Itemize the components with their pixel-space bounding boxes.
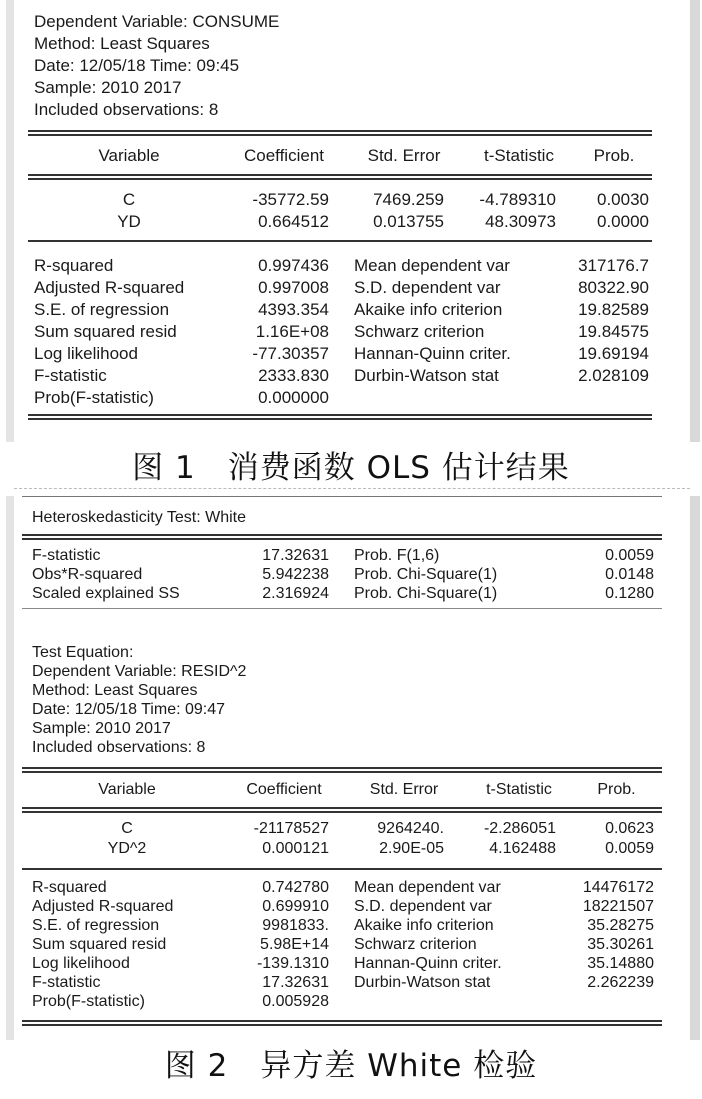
stat-value: 17.32631: [262, 974, 329, 991]
table-cell: 0.0030: [597, 190, 649, 209]
column-header-t-statistic: t-Statistic: [484, 146, 554, 165]
header-line: Included observations: 8: [34, 100, 219, 119]
panel-edge: [690, 496, 700, 1040]
column-header-prob: Prob.: [597, 781, 636, 798]
panel-edge: [6, 0, 14, 442]
test-label: Scaled explained SS: [32, 585, 180, 602]
table-cell: C: [121, 820, 133, 837]
stat-value: 80322.90: [578, 278, 649, 297]
column-header-std-error: Std. Error: [367, 146, 441, 165]
table-cell: 0.0059: [605, 840, 654, 857]
stat-value: 0.005928: [262, 993, 329, 1010]
stat-label: S.E. of regression: [32, 917, 160, 934]
regression-output-panel-1: [14, 0, 690, 442]
stat-label: S.D. dependent var: [354, 898, 492, 915]
stat-value: 4393.354: [258, 300, 329, 319]
header-line: Date: 12/05/18 Time: 09:47: [32, 701, 226, 718]
table-cell: -21178527: [253, 820, 329, 837]
stat-label: S.E. of regression: [34, 300, 170, 319]
table-rule: [22, 538, 662, 540]
stat-label: Prob(F-statistic): [32, 993, 145, 1010]
stat-label: Schwarz criterion: [354, 936, 477, 953]
table-rule: [22, 1020, 662, 1022]
table-cell: C: [122, 190, 136, 209]
stat-value: 35.30261: [587, 936, 654, 953]
column-header-coefficient: Coefficient: [246, 781, 322, 798]
stat-value: -139.1310: [256, 955, 329, 972]
column-header-t-statistic: t-Statistic: [486, 781, 552, 798]
table-cell: 0.0000: [597, 212, 649, 231]
table-cell: 0.664512: [258, 212, 329, 231]
table-cell: 0.013755: [373, 212, 444, 231]
stat-label: Mean dependent var: [354, 879, 501, 896]
test-value: 0.0148: [605, 566, 654, 583]
table-rule: [28, 418, 652, 420]
table-rule: [22, 608, 662, 609]
table-rule: [28, 178, 652, 180]
stat-value: 0.000000: [258, 388, 329, 407]
table-cell: YD^2: [107, 840, 147, 857]
stat-label: Mean dependent var: [354, 256, 510, 275]
panel-edge: [690, 0, 700, 442]
stat-value: 9981833.: [262, 917, 329, 934]
figure-caption-2: 图 2 异方差 White 检验: [164, 1048, 538, 1084]
regression-output-panel-2: [14, 496, 690, 1040]
column-header-std-error: Std. Error: [369, 781, 439, 798]
stat-label: Log likelihood: [34, 344, 138, 363]
stat-label: Durbin-Watson stat: [354, 974, 491, 991]
header-line: Dependent Variable: RESID^2: [32, 663, 247, 680]
test-label: Prob. F(1,6): [354, 547, 440, 564]
stat-label: S.D. dependent var: [354, 278, 501, 297]
header-line: Dependent Variable: CONSUME: [34, 12, 280, 31]
column-header-variable: Variable: [98, 781, 156, 798]
table-cell: -35772.59: [252, 190, 329, 209]
table-rule: [28, 174, 652, 176]
table-cell: 7469.259: [373, 190, 444, 209]
stat-label: Sum squared resid: [34, 322, 177, 341]
table-cell: 0.000121: [262, 840, 329, 857]
stat-value: 317176.7: [578, 256, 649, 275]
table-rule: [28, 414, 652, 416]
table-rule: [22, 771, 662, 773]
column-header-coefficient: Coefficient: [243, 146, 324, 165]
table-cell: 4.162488: [489, 840, 556, 857]
stat-label: Log likelihood: [32, 955, 130, 972]
table-rule: [28, 130, 652, 132]
stat-label: Akaike info criterion: [354, 300, 503, 319]
header-line: Method: Least Squares: [34, 34, 210, 53]
stat-value: 2.028109: [578, 366, 649, 385]
test-title: Heteroskedasticity Test: White: [32, 509, 247, 526]
column-header-prob: Prob.: [593, 146, 635, 165]
stat-label: Durbin-Watson stat: [354, 366, 499, 385]
table-rule: [22, 534, 662, 536]
stat-value: 19.82589: [578, 300, 649, 319]
table-cell: YD: [117, 212, 141, 231]
header-line: Date: 12/05/18 Time: 09:45: [34, 56, 240, 75]
table-rule: [28, 134, 652, 136]
stat-label: Schwarz criterion: [354, 322, 485, 341]
stat-label: R-squared: [32, 879, 107, 896]
test-value: 0.1280: [605, 585, 654, 602]
panel-edge: [6, 496, 14, 1040]
stat-label: Sum squared resid: [32, 936, 167, 953]
table-cell: 0.0623: [605, 820, 654, 837]
stat-label: Hannan-Quinn criter.: [354, 955, 502, 972]
table-rule: [22, 868, 662, 870]
test-label: Prob. Chi-Square(1): [354, 585, 498, 602]
column-header-variable: Variable: [98, 146, 160, 165]
header-line: Sample: 2010 2017: [32, 720, 171, 737]
stat-value: 2.262239: [587, 974, 654, 991]
stat-value: 18221507: [582, 898, 654, 915]
table-cell: 2.90E-05: [379, 840, 444, 857]
stat-label: F-statistic: [34, 366, 107, 385]
stat-value: 0.699910: [262, 898, 329, 915]
stat-label: Adjusted R-squared: [34, 278, 185, 297]
stat-label: Prob(F-statistic): [34, 388, 154, 407]
stat-value: 5.98E+14: [260, 936, 329, 953]
stat-value: 35.14880: [587, 955, 654, 972]
test-value: 2.316924: [262, 585, 329, 602]
test-label: F-statistic: [32, 547, 101, 564]
stat-label: Adjusted R-squared: [32, 898, 174, 915]
test-value: 5.942238: [262, 566, 329, 583]
stat-label: F-statistic: [32, 974, 101, 991]
stat-value: -77.30357: [252, 344, 329, 363]
stat-value: 2333.830: [258, 366, 329, 385]
header-line: Sample: 2010 2017: [34, 78, 182, 97]
table-rule: [22, 807, 662, 809]
figure-caption-1: 图 1 消费函数 OLS 估计结果: [132, 450, 570, 486]
test-value: 0.0059: [605, 547, 654, 564]
stat-value: 19.84575: [578, 322, 649, 341]
table-cell: 9264240.: [377, 820, 444, 837]
table-rule: [28, 240, 652, 242]
stat-label: Akaike info criterion: [354, 917, 494, 934]
stat-value: 0.997008: [258, 278, 329, 297]
test-label: Obs*R-squared: [32, 566, 143, 583]
table-rule: [22, 767, 662, 769]
stat-label: R-squared: [34, 256, 114, 275]
header-line: Test Equation:: [32, 644, 134, 661]
table-cell: -2.286051: [483, 820, 556, 837]
table-rule: [22, 496, 662, 497]
stat-value: 35.28275: [587, 917, 654, 934]
stat-value: 0.997436: [258, 256, 329, 275]
stat-value: 14476172: [582, 879, 654, 896]
stat-value: 1.16E+08: [255, 322, 329, 341]
test-value: 17.32631: [262, 547, 329, 564]
stat-value: 19.69194: [578, 344, 649, 363]
table-cell: 48.30973: [485, 212, 556, 231]
stat-value: 0.742780: [262, 879, 329, 896]
table-rule: [22, 811, 662, 813]
header-line: Included observations: 8: [32, 739, 206, 756]
header-line: Method: Least Squares: [32, 682, 198, 699]
table-rule: [22, 1024, 662, 1026]
test-label: Prob. Chi-Square(1): [354, 566, 498, 583]
stat-label: Hannan-Quinn criter.: [354, 344, 511, 363]
table-cell: -4.789310: [479, 190, 556, 209]
